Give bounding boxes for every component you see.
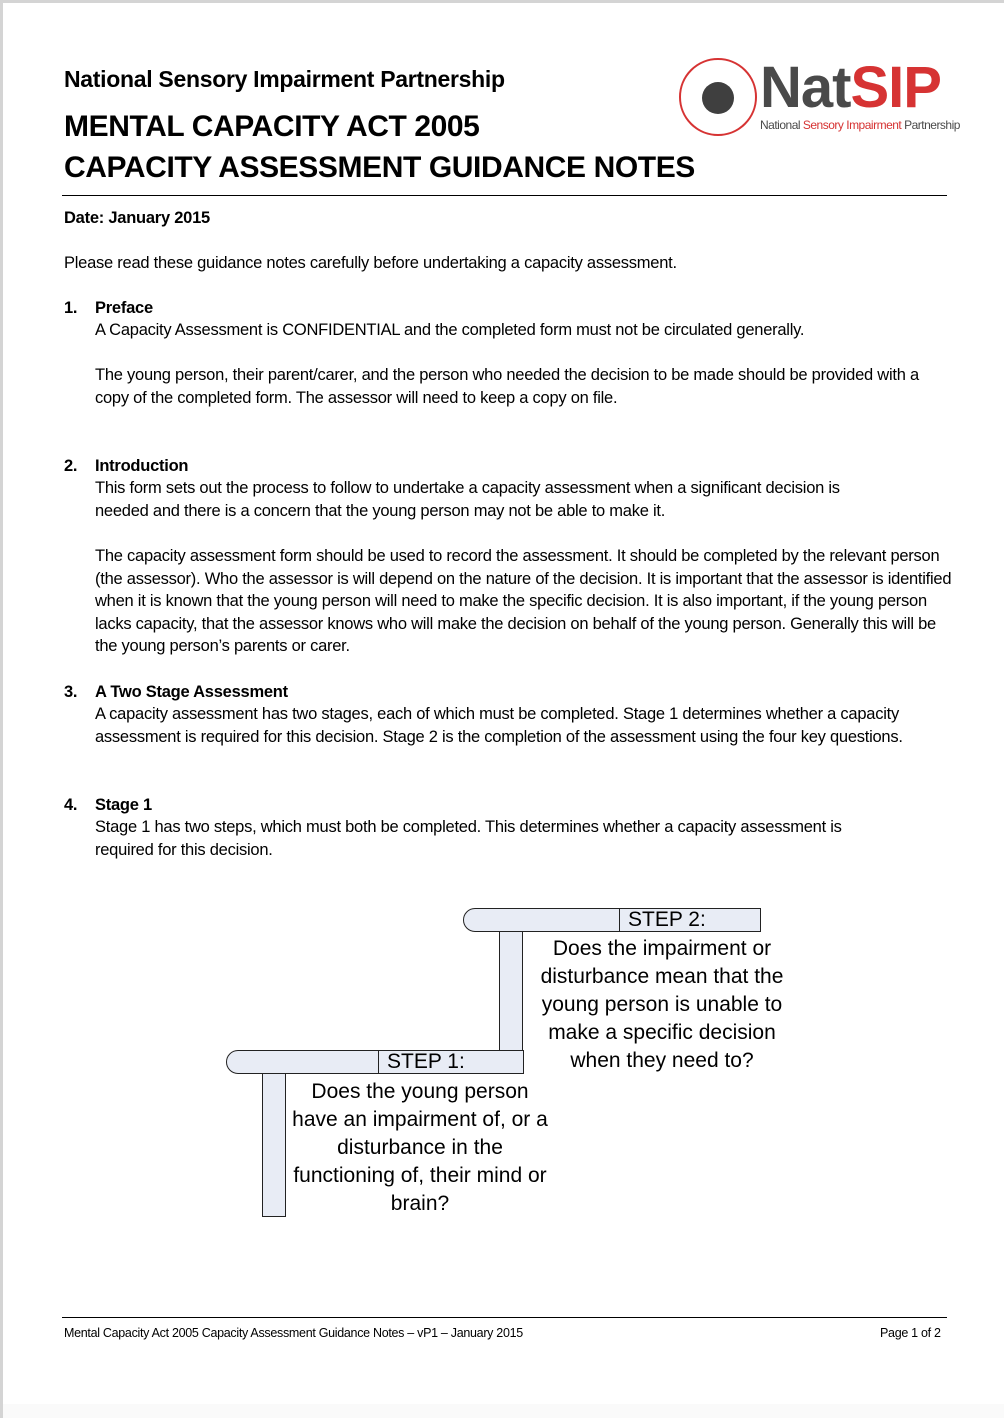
section-1-paragraph-1: A Capacity Assessment is CONFIDENTIAL and the completed form must not be circulated generally. bbox=[95, 321, 805, 339]
footer-page-number: Page 1 of 2 bbox=[880, 1326, 941, 1340]
section-title: Preface bbox=[95, 299, 153, 317]
section-1-heading bbox=[64, 297, 153, 320]
document-title-line-1: MENTAL CAPACITY ACT 2005 bbox=[64, 110, 480, 143]
organization-name: National Sensory Impairment Partnership bbox=[64, 66, 505, 92]
section-number: 3. bbox=[64, 683, 78, 701]
section-title: A Two Stage Assessment bbox=[95, 683, 288, 701]
step-1-question: Does the young person have an impairment of, or a disturbance in the functioning of, their mind or brain? bbox=[292, 1080, 548, 1215]
section-3-paragraph-1: A capacity assessment has two stages, each of which must be completed. Stage 1 determines whether a capacity assessment is required for this decision. Stage 2 is the completion of the assessment using the four key questions. bbox=[95, 705, 903, 746]
footer-divider bbox=[62, 1317, 947, 1318]
section-title: Stage 1 bbox=[95, 796, 152, 814]
section-4-heading bbox=[64, 794, 152, 817]
logo-circle-icon bbox=[676, 54, 760, 140]
step-2-riser bbox=[499, 931, 523, 1051]
document-date: Date: January 2015 bbox=[64, 209, 210, 227]
document-title-line-2: CAPACITY ASSESSMENT GUIDANCE NOTES bbox=[64, 151, 695, 184]
section-number: 4. bbox=[64, 796, 78, 814]
intro-instruction: Please read these guidance notes carefully before undertaking a capacity assessment. bbox=[64, 254, 677, 272]
step-2-label: STEP 2: bbox=[619, 908, 761, 932]
header-divider bbox=[62, 195, 947, 196]
section-3-heading bbox=[64, 681, 288, 704]
logo-wordmark: NatSIP bbox=[760, 55, 941, 120]
page-bottom-shade bbox=[3, 1404, 1004, 1418]
section-2-paragraph-2: The capacity assessment form should be used to record the assessment. It should be completed by the relevant person (the assessor). Who the assessor is will depend on the nature of the decision. It is important that the assessor is identified when it is known that the young person will need to make the specific decision. It is also important, if the young person lacks capacity, that the assessor knows who will make the decision on behalf of the young person. Generally this will be the young person’s parents or carer. bbox=[95, 547, 952, 656]
step-2-question: Does the impairment or disturbance mean that the young person is unable to make a specific decision when they need to? bbox=[540, 937, 784, 1072]
step-1-riser bbox=[262, 1073, 286, 1217]
section-1-paragraph-2: The young person, their parent/carer, and the person who needed the decision to be made should be provided with a copy of the completed form. The assessor will need to keep a copy on file. bbox=[95, 366, 919, 407]
section-4-paragraph-1: Stage 1 has two steps, which must both be completed. This determines whether a capacity assessment is required for this decision. bbox=[95, 818, 842, 859]
section-number: 1. bbox=[64, 299, 78, 317]
section-2-paragraph-1: This form sets out the process to follow to undertake a capacity assessment when a significant decision is needed and there is a concern that the young person may not be able to make it. bbox=[95, 479, 840, 520]
footer-document-info: Mental Capacity Act 2005 Capacity Assessment Guidance Notes – vP1 – January 2015 bbox=[64, 1326, 523, 1340]
natsip-logo bbox=[676, 54, 960, 140]
section-title: Introduction bbox=[95, 457, 189, 475]
section-number: 2. bbox=[64, 457, 78, 475]
step-1-label: STEP 1: bbox=[378, 1050, 524, 1074]
section-2-heading bbox=[64, 455, 189, 478]
logo-tagline: National Sensory Impairment Partnership bbox=[760, 118, 960, 132]
